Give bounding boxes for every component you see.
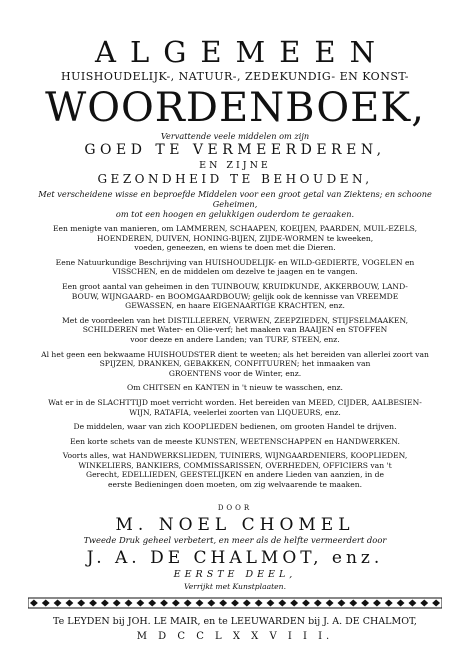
- title-line-huishoudelijk: HUISHOUDELIJK-, NATUUR-, ZEDEKUNDIG- EN KONST-: [61, 70, 409, 83]
- ornament-diamond: [243, 599, 251, 606]
- paragraph-line: De middelen, waar van zich KOOPLIEDEN bedienen, om grooten Handel te drijven.: [73, 422, 397, 432]
- paragraph-line: HOENDEREN, DUIVEN, HONING-BIJEN, ZIJDE-WORMEN te kweeken,: [96, 233, 374, 243]
- title-line-algemeen: ALGEMEEN: [95, 35, 389, 69]
- paragraph: [22, 350, 448, 379]
- ornament-diamond: [290, 599, 298, 606]
- ornament-diamond: [432, 599, 440, 606]
- paragraph: [22, 451, 448, 489]
- ornament-diamond: [54, 599, 62, 606]
- paragraph-line: voeden, geneezen, en wiens te doen met die Dieren.: [134, 243, 336, 253]
- ornament-diamond: [408, 599, 416, 606]
- ornament-diamond: [42, 599, 50, 606]
- ornament-diamond: [101, 599, 109, 606]
- subtitle-met-line2: om tot een hoogen en gelukkigen ouderdom te geraaken.: [115, 209, 355, 219]
- paragraph: [22, 316, 448, 345]
- paragraph: [22, 398, 448, 417]
- ornament-diamond: [267, 599, 275, 606]
- paragraph: [22, 383, 448, 393]
- ornament-diamond: [397, 599, 405, 606]
- paragraph-line: voor deeze en andere Landen; van TURF, STEEN, enz.: [130, 334, 340, 344]
- ornament-diamond: [136, 599, 144, 606]
- ornament-diamond: [125, 599, 133, 606]
- paragraph-line: GROENTENS voor de Winter, enz.: [168, 368, 302, 378]
- paragraph-line: eerste Bedieningen doen moeten, om zig welvaarende te maaken.: [107, 480, 363, 490]
- ornament-diamond: [219, 599, 227, 606]
- paragraph-line: Gerecht, EDELLIEDEN, GEESTELIJKEN en andere Lieden van aanzien, in de: [86, 470, 384, 480]
- paragraph-line: WIJN, RATAFIA, veelerlei zoorten van LIQUEURS, enz.: [129, 407, 341, 417]
- ornament-diamond: [361, 599, 369, 606]
- paragraph-line: Wat er in de SLACHTTIJD moet verricht worden. Het bereiden van MEED, CIJDER, AALBESIEN-: [48, 397, 422, 407]
- volume-label: EERSTE DEEL,: [173, 568, 297, 580]
- paragraph-line: Een menigte van manieren, om LAMMEREN, SCHAAPEN, KOEIJEN, PAARDEN, MUIL-EZELS,: [52, 224, 418, 233]
- subtitle-en-zijne: EN ZIJNE: [199, 160, 271, 171]
- imprint-line: Te LEYDEN bij JOH. LE MAIR, en te LEEUWARDEN bij J. A. DE CHALMOT,: [53, 615, 417, 627]
- ornament-diamond: [184, 599, 192, 606]
- ornament-diamond: [278, 599, 286, 606]
- ornament-diamond: [77, 599, 85, 606]
- paragraph: [22, 437, 448, 447]
- paragraph-line: Voorts alles, wat HANDWERKSLIEDEN, TUINIERS, WIJNGAARDENIERS, KOOPLIEDEN,: [62, 451, 408, 461]
- paragraph-line: GEWASSEN, en haare EIGENAARTIGE KRACHTEN, enz.: [125, 301, 345, 311]
- paragraph-line: SPIJZEN, DRANKEN, GEBAKKEN, CONFITUUREN; het inmaaken van: [99, 359, 371, 369]
- ornament-diamond: [385, 599, 393, 606]
- ornamental-border: [28, 596, 442, 610]
- author-door: DOOR: [217, 503, 253, 512]
- second-edition-note: Tweede Druk geheel verbetert, en meer als de helfte vermeerdert door: [83, 534, 387, 545]
- ornament-diamond: [196, 599, 204, 606]
- ornament-diamond: [349, 599, 357, 606]
- ornament-diamond: [172, 599, 180, 606]
- ornament-diamond: [302, 599, 310, 606]
- paragraph: [22, 422, 448, 432]
- ornament-diamond: [65, 599, 73, 606]
- paragraph: [22, 224, 448, 253]
- paragraph: [22, 258, 448, 277]
- editor-name: J. A. DE CHALMOT, enz.: [86, 547, 384, 568]
- title-line-woordenboek: WOORDENBOEK,: [45, 85, 425, 131]
- subtitle-gezondheid: GEZONDHEID TE BEHOUDEN,: [97, 172, 373, 186]
- ornament-diamond: [148, 599, 156, 606]
- subtitle-intro: Vervattende veele middelen om zijn: [160, 131, 310, 141]
- ornament-diamond: [420, 599, 428, 606]
- ornament-rule-icon: [28, 596, 442, 610]
- paragraph-line: VISSCHEN, en de middelen om dezelve te jaagen en te vangen.: [112, 267, 358, 277]
- ornament-diamond: [30, 599, 38, 606]
- ornament-diamond: [373, 599, 381, 606]
- paragraph-line: Een groot aantal van geheimen in den TUINBOUW, KRUIDKUNDE, AKKERBOUW, LAND-: [62, 281, 408, 291]
- ornament-diamond: [314, 599, 322, 606]
- paragraph-line: Om CHITSEN en KANTEN in 't nieuw te wasschen, enz.: [127, 383, 343, 393]
- plates-note: Verrijkt met Kunstplaaten.: [184, 581, 286, 591]
- ornament-diamond: [255, 599, 263, 606]
- subtitle-goed: GOED TE VERMEERDEREN,: [84, 142, 386, 158]
- paragraph-line: Eene Natuurkundige Beschrijving van HUISHOUDELIJK- en WILD-GEDIERTE, VOGELEN en: [55, 257, 415, 267]
- ornament-diamond: [207, 599, 215, 606]
- subtitle-met-line1: Met verscheidene wisse en beproefde Middelen voor een groot getal van Ziektens; en schoone Geheimen,: [38, 189, 432, 209]
- author-name: M. NOEL CHOMEL: [115, 514, 355, 535]
- paragraph-line: BOUW, WIJNGAARD- en BOOMGAARDBOUW; gelijk ook de kennisse van VREEMDE: [71, 291, 399, 301]
- paragraph-line: WINKELIERS, BANKIERS, COMMISSARISSEN, OVERHEDEN, OFFICIERS van 't: [78, 460, 392, 470]
- ornament-diamond: [338, 599, 346, 606]
- ornament-diamond: [113, 599, 121, 606]
- ornament-diamond: [160, 599, 168, 606]
- paragraph: [22, 282, 448, 311]
- imprint-year: M D C C L X X V I I I.: [136, 630, 334, 642]
- paragraph-line: SCHILDEREN met Water- en Olie-verf; het maaken van BAAIJEN en STOFFEN: [82, 325, 388, 335]
- paragraph-line: Met de voordeelen van het DISTILLEEREN, VERWEN, ZEEPZIEDEN, STIJFSELMAAKEN,: [61, 315, 409, 325]
- contents-paragraphs: [22, 224, 448, 490]
- ornament-diamond: [326, 599, 334, 606]
- ornament-diamond: [231, 599, 239, 606]
- paragraph-line: Al het geen een bekwaame HUISHOUDSTER dient te weeten; als het bereiden van allerlei zoort van: [41, 349, 429, 359]
- paragraph-line: Een korte schets van de meeste KUNSTEN, WEETENSCHAPPEN en HANDWERKEN.: [70, 436, 400, 446]
- ornament-diamond: [89, 599, 97, 606]
